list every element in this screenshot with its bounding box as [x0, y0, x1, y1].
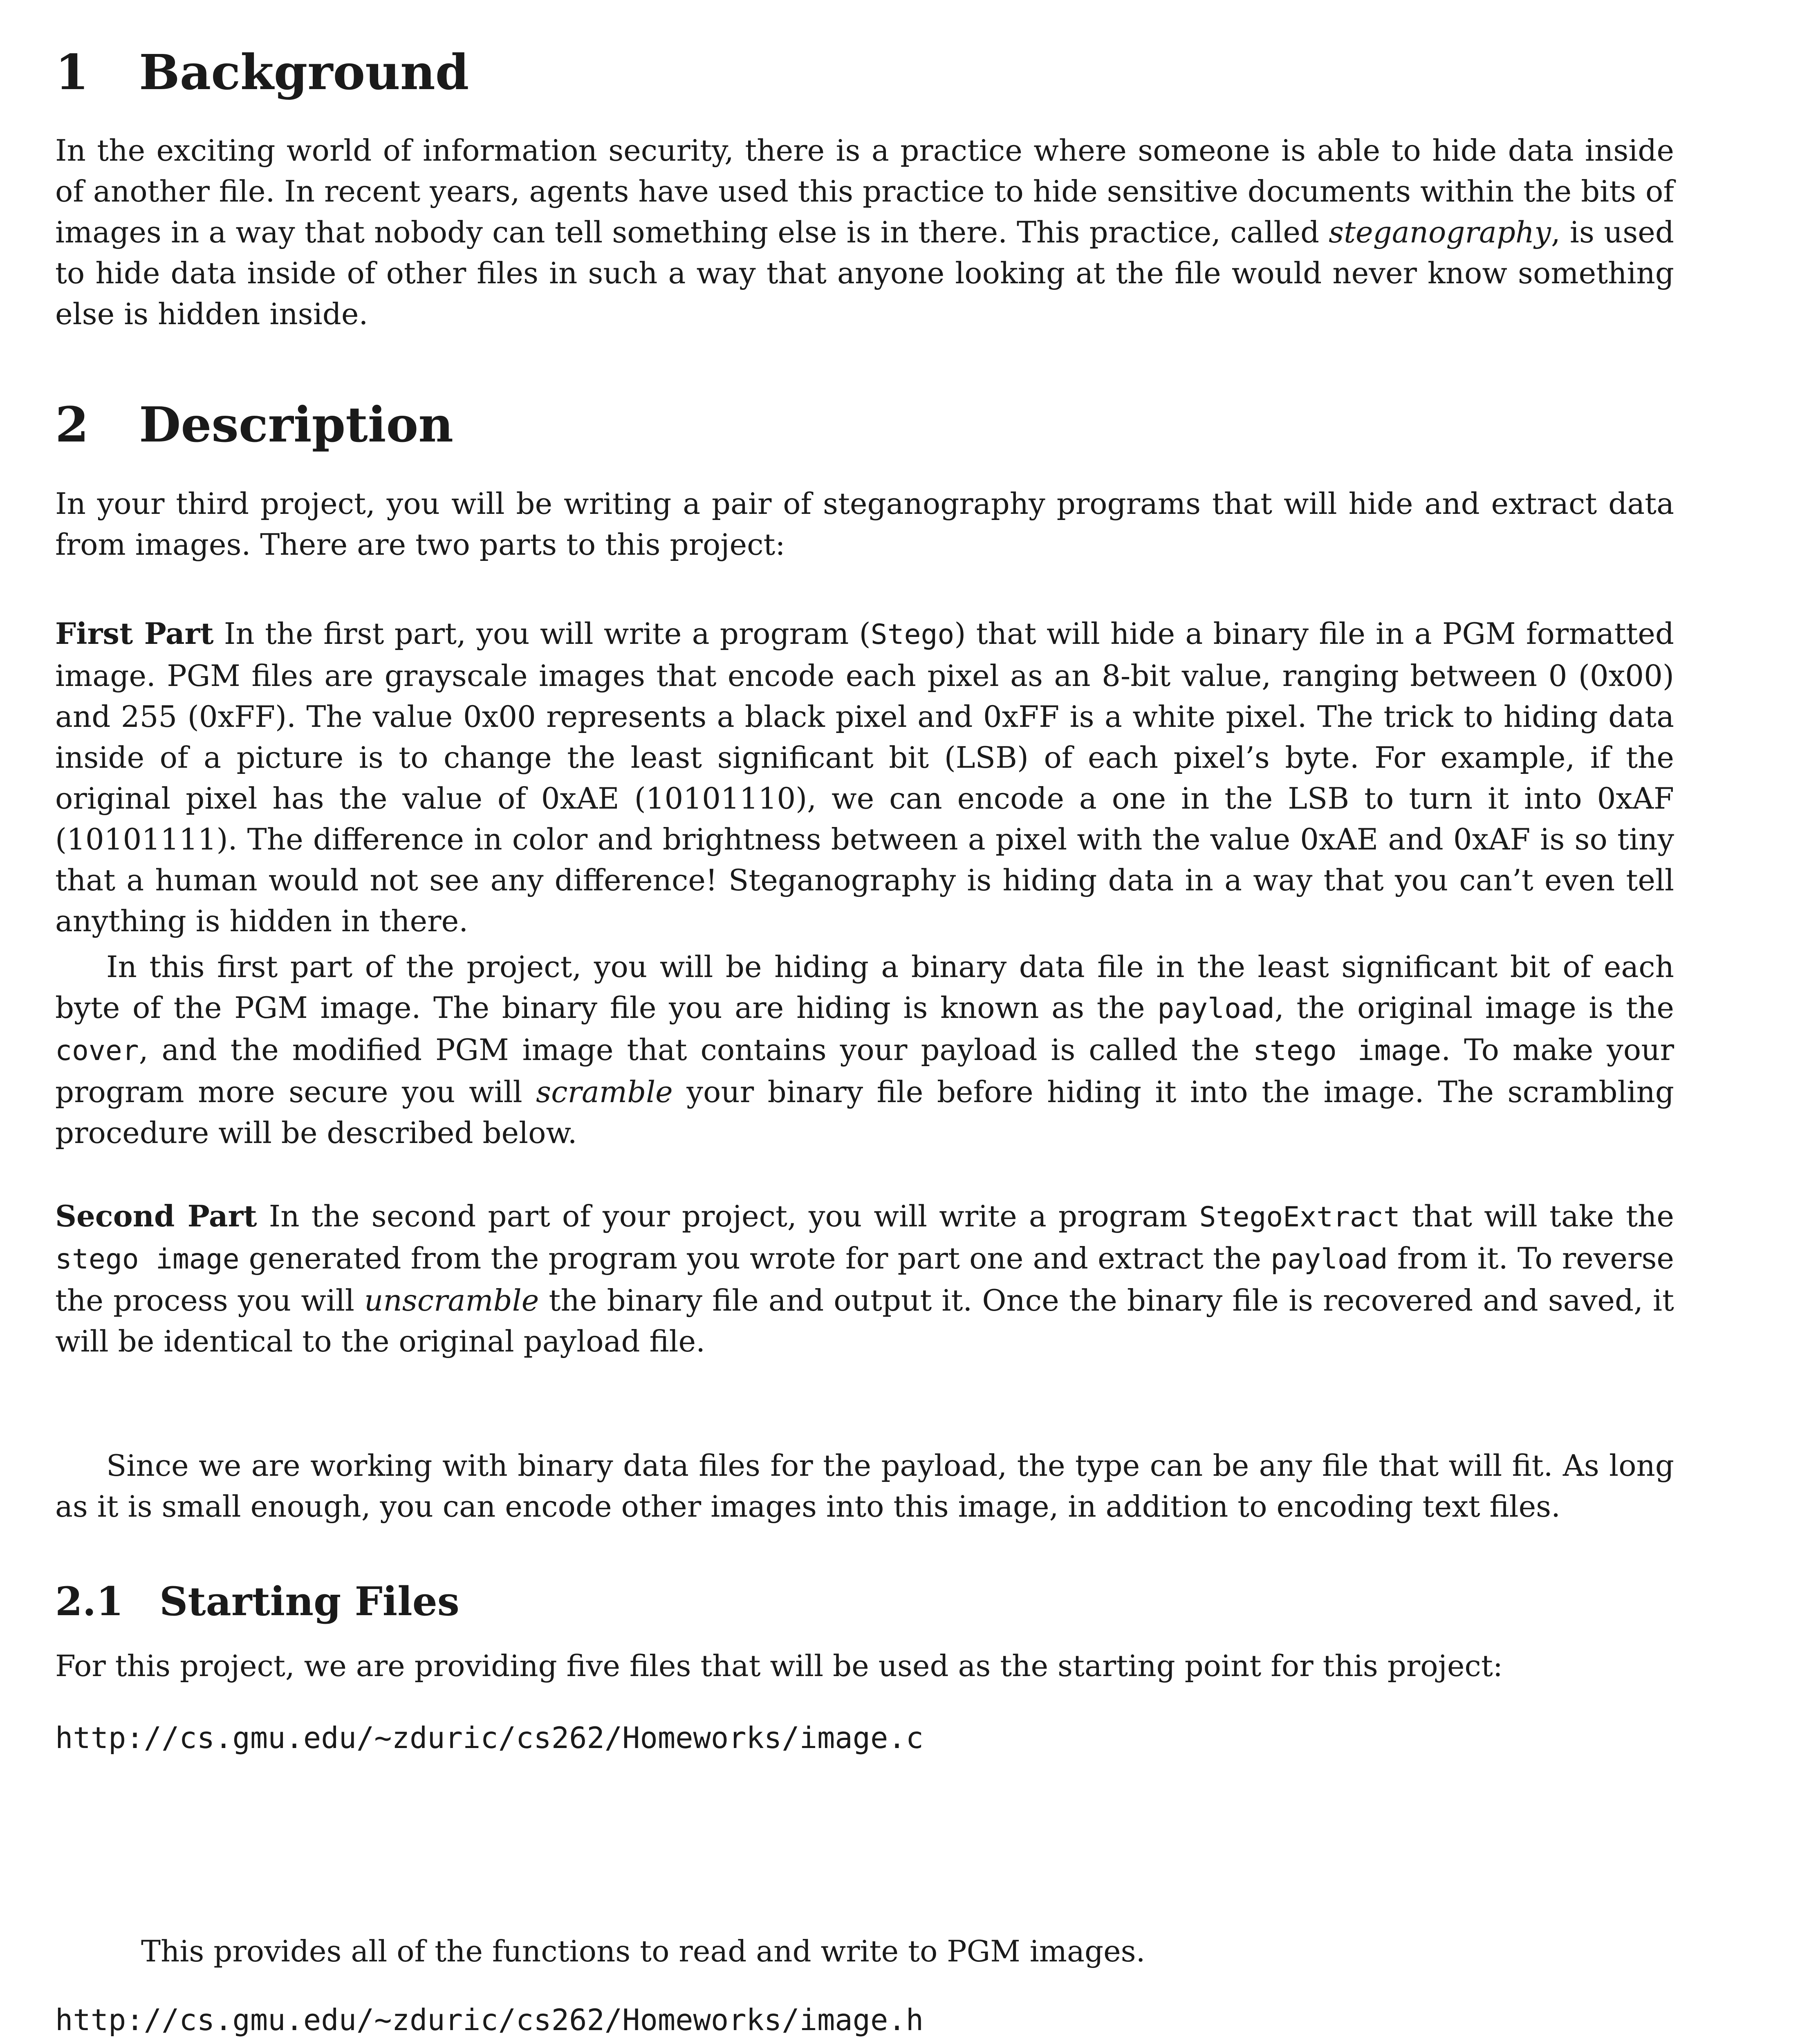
code-stego: Stego [870, 619, 955, 651]
second-part-label: Second Part [55, 1199, 257, 1233]
first-part-continued-paragraph: In this first part of the project, you will be hiding a binary data file in the least significant bit of each byte of the PGM image. The binary file you are hiding is known as the payload, the original image is the cover, and the modified PGM image that contains your payload is called the stego image. To make your program more secure you will scramble your binary file before hiding it into the image. The scrambling procedure will be described below. [55, 950, 1674, 1150]
file-description: This provides all of the functions to read and write to PGM images. [141, 1934, 1145, 1968]
background-paragraph: In the exciting world of information security, there is a practice where someone is able to hide data inside of another file. In recent years, agents have used this practice to hide sensitive documents within the bits of images in a way that nobody can tell something else is in there. This practice, called steganography, is used to hide data inside of other files in such a way that anyone looking at the file would never know something else is hidden inside. [55, 133, 1674, 331]
file-entry [55, 1723, 924, 1753]
subsection-title: Starting Files [159, 1578, 460, 1625]
code-stegoextract: StegoExtract [1199, 1201, 1400, 1233]
subsection-number: 2.1 [55, 1578, 124, 1625]
section-heading-description [55, 396, 454, 453]
second-part-paragraph: Second Part In the second part of your project, you will write a program StegoExtract that will take the stego image generated from the program you wrote for part one and extract the payload from it. To reverse the process you will unscramble the binary file and output it. Once the binary file is recovered and saved, it will be identical to the original payload file. [55, 1199, 1674, 1358]
term-unscramble: unscramble [364, 1283, 539, 1318]
file-entry [55, 2005, 924, 2035]
term-steganography: steganography [1329, 215, 1551, 249]
first-part-label: First Part [55, 616, 214, 651]
section-number: 1 [55, 44, 89, 101]
description-intro: In your third project, you will be writing a pair of steganography programs that will hide and extract data from images. There are two parts to this project: [55, 486, 1674, 562]
code-payload: payload [1271, 1243, 1388, 1275]
section-heading-background [55, 44, 469, 101]
subsection-heading-starting-files [55, 1578, 460, 1625]
code-payload: payload [1157, 993, 1275, 1025]
since-paragraph: Since we are working with binary data files for the payload, the type can be any file that will fit. As long as it is small enough, you can encode other images into this image, in addition to encoding text files. [55, 1448, 1674, 1524]
section-title: Background [139, 44, 469, 101]
section-number: 2 [55, 396, 89, 453]
file-link-image-c[interactable]: http://cs.gmu.edu/~zduric/cs262/Homeworks/image.c [55, 1721, 924, 1755]
code-stego-image: stego image [1253, 1035, 1441, 1067]
file-link-image-h[interactable]: http://cs.gmu.edu/~zduric/cs262/Homeworks/image.h [55, 2003, 924, 2037]
term-scramble: scramble [536, 1075, 673, 1109]
starting-files-intro: For this project, we are providing five files that will be used as the starting point for this project: [55, 1649, 1503, 1683]
code-cover: cover [55, 1035, 139, 1067]
section-title: Description [139, 396, 454, 453]
code-stego-image: stego image [55, 1243, 240, 1275]
first-part-paragraph: First Part In the first part, you will write a program (Stego) that will hide a binary file in a PGM formatted image. PGM files are grayscale images that encode each pixel as an 8-bit value, ranging between 0 (0x00) and 255 (0xFF). The value 0x00 represents a black pixel and 0xFF is a white pixel. The trick to hiding data inside of a picture is to change the least significant bit (LSB) of each pixel’s byte. For example, if the original pixel has the value of 0xAE (10101110), we can encode a one in the LSB to turn it into 0xAF (10101111). The difference in color and brightness between a pixel with the value 0xAE and 0xAF is so tiny that a human would not see any difference! Steganography is hiding data in a way that you can’t even tell anything is hidden in there. [55, 616, 1674, 938]
